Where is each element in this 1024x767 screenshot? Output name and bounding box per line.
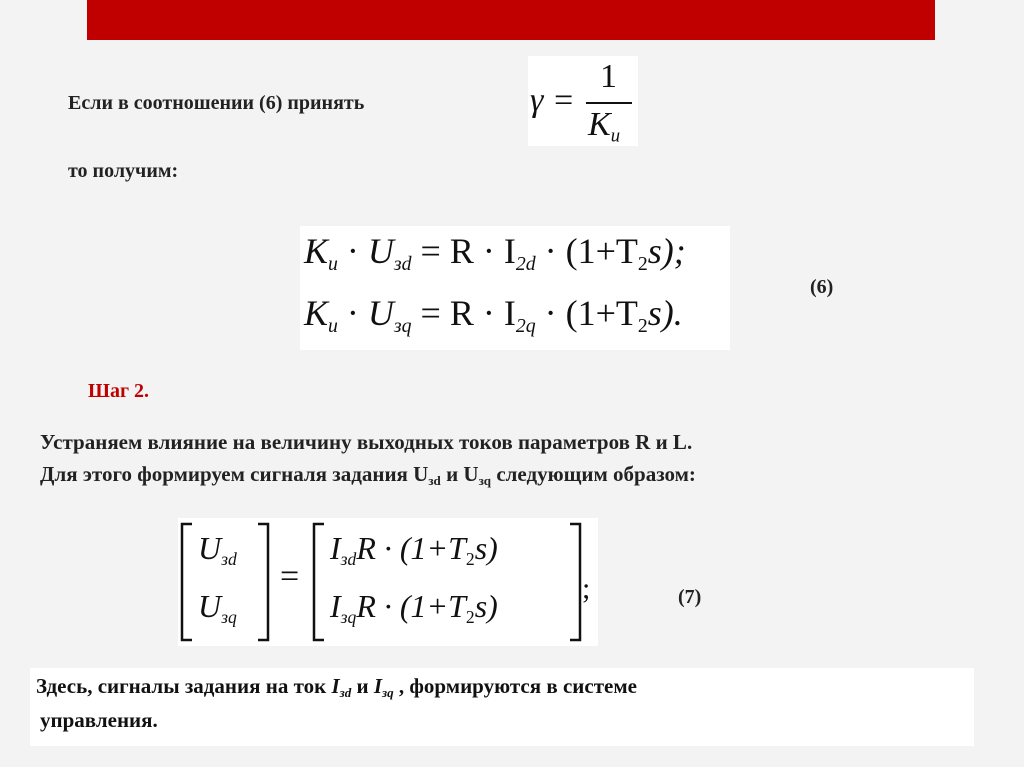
fraction-bar [586, 102, 632, 104]
note-line-2: управления. [40, 708, 158, 732]
paragraph-line-2: Для этого формируем сигналя задания Uзd и Uзq следующим образом: [40, 462, 696, 488]
equation-6-line-2: $K_и \cdot U_{зq} = R \cdot I_{2q} \cdot (1+T2s)$. [304, 293, 683, 337]
matrix-equation-7 [178, 518, 598, 646]
equations-6 [300, 226, 730, 350]
matrix-left-top: $U_{зd}$ [198, 530, 237, 570]
intro-text: Если в соотношении (6) принять [68, 92, 365, 114]
equation-6-line-1: $K_и \cdot U_{зd} = R \cdot I_{2d} \cdot (1+T2s)$; [304, 231, 686, 275]
note-line-1: Здесь, сигналы задания на ток Iзd и Iзq , формируются в системе [36, 674, 637, 700]
note-box [30, 668, 974, 746]
equation-number-7: (7) [678, 586, 702, 608]
top-accent-bar [87, 0, 935, 40]
matrix-semicolon: ; [582, 572, 591, 605]
matrix-equals: = [280, 558, 300, 595]
equation-number-6: (6) [810, 276, 834, 298]
matrix-left-bottom: $U_{зq}$ [198, 588, 237, 628]
paragraph-line-1: Устраняем влияние на величину выходных токов параметров R и L. [40, 430, 693, 454]
gamma-numerator: 1 [600, 58, 617, 95]
matrix-right-top: $I_{зd}R \cdot (1+T2s)$ [330, 530, 498, 570]
gamma-lhs: γ = [530, 82, 575, 119]
matrix-right-bottom: $I_{зq}R \cdot (1+T2s)$ [330, 588, 498, 628]
then-text: то получим: [68, 160, 179, 182]
gamma-denominator: $K_и$ [588, 106, 621, 147]
step-label: Шаг 2. [88, 380, 150, 402]
gamma-formula [528, 56, 638, 146]
